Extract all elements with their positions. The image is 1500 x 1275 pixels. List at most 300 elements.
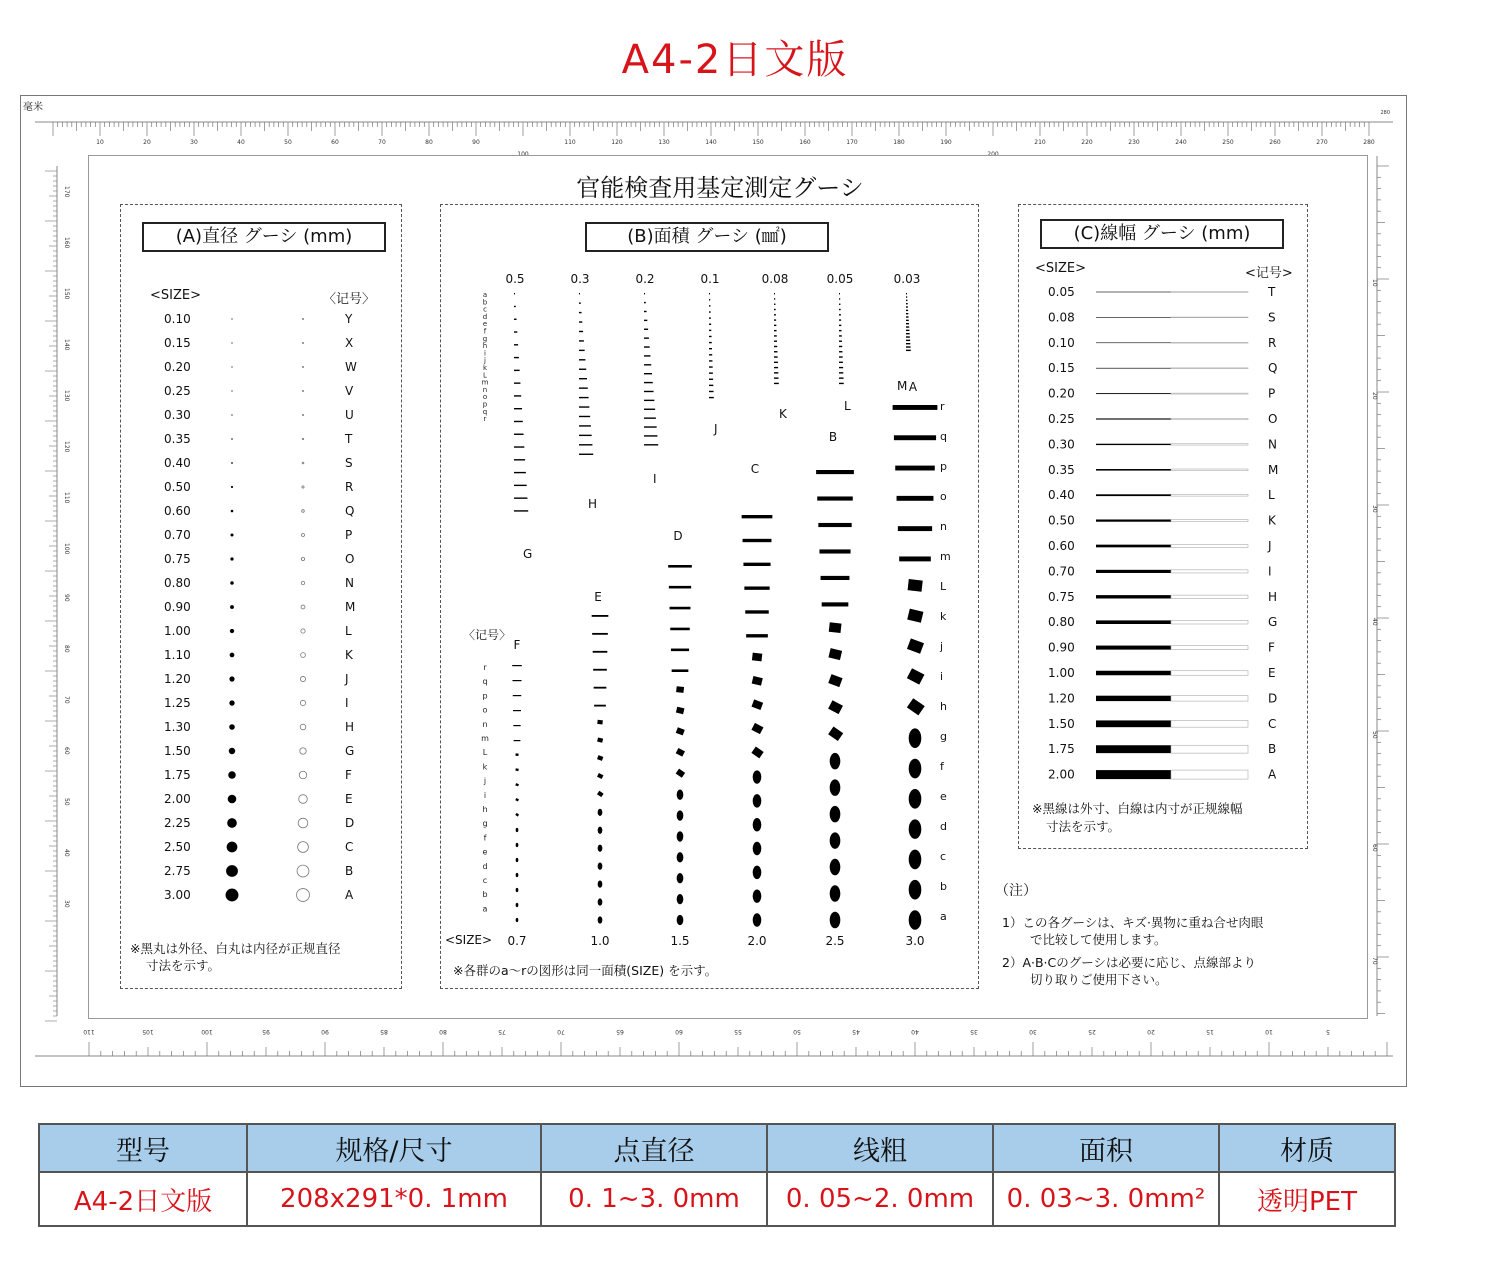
section-a-size-label: 2.25	[164, 816, 191, 830]
section-c-size-label: 2.00	[1048, 767, 1075, 782]
section-b-row-letter-f: j	[483, 776, 487, 786]
section-a-white-dot	[302, 510, 305, 513]
section-b-top-mark	[839, 325, 841, 326]
section-c-black-line	[1096, 444, 1171, 445]
section-c-code-label: B	[1268, 742, 1277, 757]
section-b-top-mark	[709, 366, 713, 367]
section-b-top-mark	[644, 435, 657, 436]
ruler-left-number: 130	[63, 390, 70, 402]
section-b-area-mark	[597, 791, 604, 797]
section-b-row-letter-f: b	[482, 890, 488, 900]
section-b-row-letter-f: q	[482, 677, 488, 687]
section-b-top-mark	[644, 337, 649, 338]
section-b-row-letter-side: d	[940, 820, 947, 833]
section-c-size-label: 0.75	[1048, 589, 1075, 604]
section-a-dot-chart	[140, 305, 390, 905]
section-a-code-label: W	[345, 360, 357, 374]
section-c-code-label: I	[1268, 564, 1272, 579]
section-a-code-label: K	[345, 648, 353, 662]
section-c-code-label: E	[1268, 666, 1276, 680]
section-b-area-mark	[677, 810, 684, 820]
section-b-top-mark	[839, 351, 842, 352]
section-b-area-mark	[893, 405, 938, 410]
section-a-code-label: C	[345, 840, 354, 854]
section-b-top-mark	[839, 298, 840, 299]
section-b-area-mark	[515, 798, 519, 802]
section-b-top-mark	[839, 304, 840, 305]
section-c-white-line	[1171, 444, 1248, 445]
ruler-top-number: 250	[1222, 139, 1234, 146]
section-b-row-letter-top: L	[483, 371, 487, 380]
section-b-bottom-size: 2.0	[747, 934, 767, 948]
section-a-code-label: L	[345, 624, 352, 638]
section-c-code-label: K	[1268, 513, 1276, 528]
section-b-area-mark	[676, 686, 684, 693]
section-b-top-mark	[514, 331, 517, 332]
section-b-row-letter-top: m	[481, 378, 489, 387]
section-b-group-label: H	[588, 497, 598, 511]
section-b-top-mark	[906, 316, 909, 317]
ruler-top-end-number: 280	[1380, 110, 1390, 116]
section-b-top-size: 0.5	[505, 272, 525, 286]
section-a-code-label: M	[345, 600, 356, 614]
ruler-left-number: 40	[63, 849, 70, 857]
section-c-white-line	[1171, 292, 1248, 293]
ruler-left-number: 100	[63, 543, 70, 555]
section-a-code-label: Q	[345, 504, 355, 518]
section-b-top-mark	[774, 314, 776, 315]
section-b-top-mark	[774, 346, 777, 347]
section-a-white-dot	[302, 318, 303, 319]
section-a-code-label: V	[345, 384, 354, 398]
ruler-left-number: 80	[63, 645, 70, 653]
section-b-top-mark	[644, 444, 658, 445]
section-a-size-header: <SIZE>	[150, 288, 201, 303]
ruler-top-number: 200	[987, 151, 999, 158]
section-b-row-letter-side: i	[940, 670, 944, 683]
section-b-top-mark	[709, 330, 711, 331]
ruler-top-number: 190	[940, 139, 952, 146]
section-c-size-label: 0.90	[1048, 640, 1075, 655]
section-b-top-mark	[709, 391, 714, 392]
ruler-top-number: 270	[1316, 139, 1328, 146]
section-c-white-line	[1171, 745, 1248, 753]
section-b-top-mark	[709, 305, 710, 306]
ruler-bottom	[35, 1024, 1393, 1072]
section-b-area-mark	[744, 586, 769, 589]
section-b-area-mark	[677, 852, 684, 862]
ruler-bottom-number: 15	[1206, 1028, 1214, 1035]
section-b-row-letter-top: b	[482, 298, 488, 307]
section-c-black-line	[1096, 745, 1171, 753]
section-c-code-label: Q	[1268, 361, 1278, 376]
ruler-bottom-number: 25	[1088, 1028, 1096, 1035]
section-b-top-mark	[906, 313, 908, 314]
section-b-top-mark	[774, 319, 776, 320]
section-b-top-mark	[839, 341, 842, 342]
section-b-area-mark	[512, 680, 521, 681]
section-b-top-mark	[644, 364, 651, 365]
section-b-top-mark	[514, 446, 524, 447]
section-c-black-line	[1096, 494, 1171, 496]
ruler-bottom-number: 30	[1029, 1028, 1037, 1035]
section-c-black-line	[1096, 317, 1171, 318]
ruler-top-number: 50	[284, 139, 292, 146]
section-b-top-mark	[709, 342, 712, 343]
section-b-top-mark	[774, 367, 778, 368]
section-c-size-label: 0.50	[1048, 513, 1075, 528]
section-c-white-line	[1171, 343, 1248, 344]
section-b-row-letter-top: a	[482, 291, 488, 299]
section-a-code-label: S	[345, 456, 353, 470]
ruler-top-number: 220	[1081, 139, 1093, 146]
section-c-code-label: O	[1268, 412, 1278, 426]
section-b-top-mark	[906, 300, 907, 301]
section-a-code-label: Y	[345, 312, 353, 326]
ruler-top-number: 110	[564, 139, 576, 146]
section-b-top-mark	[839, 362, 843, 363]
section-c-size-label: 0.70	[1048, 564, 1075, 579]
section-a-black-dot	[231, 438, 233, 440]
section-b-area-mark	[516, 918, 519, 922]
section-c-size-label: 1.00	[1048, 666, 1075, 680]
ruler-left-number: 140	[63, 339, 70, 351]
ruler-top-number: 20	[143, 139, 151, 146]
section-b-top-mark	[774, 309, 776, 310]
section-a-code-label: H	[345, 720, 355, 734]
section-b-group-label: L	[844, 399, 851, 413]
section-b-row-letter-f: L	[482, 748, 488, 758]
section-b-bottom-size: 1.0	[590, 934, 610, 948]
section-a-white-dot	[301, 629, 305, 633]
section-b-top-mark	[514, 472, 526, 473]
section-b-area-mark	[829, 622, 842, 633]
section-b-row-letter-top: q	[482, 407, 488, 416]
section-b-top-mark	[709, 293, 710, 294]
section-b-area-mark	[670, 628, 690, 631]
section-b-area-mark	[909, 910, 922, 930]
section-a-white-dot	[300, 700, 305, 705]
section-c-black-line	[1096, 343, 1171, 344]
ruler-left-number: 110	[63, 492, 70, 504]
section-b-top-mark	[906, 306, 908, 307]
section-a-size-label: 0.10	[164, 312, 191, 326]
section-b-top-mark	[839, 367, 843, 368]
value-material: 透明PET	[1219, 1172, 1395, 1226]
section-b-top-mark	[906, 320, 909, 321]
section-a-white-dot	[301, 533, 304, 536]
section-b-top-size: 0.2	[635, 272, 655, 286]
section-b-bottom-size: 2.5	[825, 934, 845, 948]
section-c-white-line	[1171, 519, 1248, 521]
section-b-group-label: I	[653, 472, 657, 486]
section-b-note: ※各群のa～rの図形は同一面積(SIZE) を示す。	[453, 963, 718, 978]
section-a-black-dot	[229, 748, 235, 754]
section-b-top-mark	[709, 348, 712, 349]
section-a-black-dot	[231, 462, 233, 464]
section-a-white-dot	[301, 605, 305, 609]
ruler-top-number: 260	[1269, 139, 1281, 146]
section-c-white-line	[1171, 545, 1248, 548]
section-b-area-mark	[751, 699, 763, 710]
notes-item-2a: 2）A·B·Cのグーシは必要に応じ、点線部より	[1002, 955, 1257, 970]
section-b-top-mark	[906, 346, 911, 347]
section-b-area-mark	[828, 700, 843, 714]
section-a-white-dot	[302, 486, 304, 488]
ruler-left-number: 60	[63, 747, 70, 755]
section-b-area-mark	[817, 496, 853, 500]
value-area: 0. 03~3. 0mm²	[993, 1172, 1219, 1226]
section-c-black-line	[1096, 418, 1171, 419]
section-b-row-letter-f: c	[482, 876, 488, 885]
section-b-area-mark	[895, 466, 935, 471]
ruler-bottom-number: 60	[675, 1028, 683, 1035]
section-b-row-letter-f: e	[482, 847, 488, 857]
ruler-top-number: 160	[799, 139, 811, 146]
section-b-area-mark	[515, 783, 519, 786]
section-c-black-line	[1096, 393, 1171, 394]
section-b-area-mark	[677, 831, 684, 841]
section-c-code-label: N	[1268, 437, 1277, 452]
section-c-white-line	[1171, 671, 1248, 676]
section-c-size-label: 0.35	[1048, 462, 1075, 477]
section-a-black-dot	[227, 818, 237, 828]
section-c-code-label: A	[1268, 767, 1277, 782]
section-b-row-letter-side: b	[940, 880, 947, 893]
section-b-area-mark	[597, 755, 603, 761]
section-c-black-line	[1096, 770, 1171, 779]
section-b-area-mark	[752, 653, 762, 662]
value-line-width: 0. 05~2. 0mm	[767, 1172, 993, 1226]
section-b-area-mark	[830, 912, 841, 929]
section-b-row-letter-f: p	[482, 691, 488, 701]
section-a-white-dot	[302, 342, 303, 343]
section-a-black-dot	[229, 676, 234, 681]
ruler-right-number: 20	[1371, 392, 1378, 400]
spec-table	[38, 1123, 1396, 1227]
section-b-area-mark	[677, 790, 684, 800]
section-c-black-line	[1096, 646, 1171, 650]
section-b-top-mark	[774, 351, 777, 352]
section-b-group-label: B	[828, 430, 838, 444]
section-b-area-mark	[828, 674, 842, 687]
ruler-top-number: 90	[472, 139, 480, 146]
section-b-area-mark	[597, 720, 603, 725]
section-c-black-line	[1096, 570, 1171, 573]
section-a-size-label: 0.60	[164, 504, 191, 518]
section-b-row-letter-top: h	[482, 342, 488, 351]
section-c-black-line	[1096, 595, 1171, 598]
section-b-area-mark	[828, 726, 843, 740]
section-b-row-letter-side: o	[940, 490, 947, 503]
ruler-top-number: 280	[1363, 139, 1375, 146]
notes-item-1a: 1）この各グーシは、キズ·異物に重ね合せ肉眼	[1002, 915, 1264, 930]
section-c-white-line	[1171, 570, 1248, 573]
section-a-size-label: 0.70	[164, 528, 191, 542]
section-c-size-label: 0.25	[1048, 412, 1075, 426]
section-a-note-2: 寸法を示す。	[146, 958, 221, 973]
section-a-size-label: 1.30	[164, 720, 191, 734]
ruler-bottom-number: 85	[380, 1028, 388, 1035]
section-b-top-mark	[839, 319, 841, 320]
section-a-size-label: 0.15	[164, 336, 191, 350]
section-b-area-mark	[516, 888, 519, 892]
section-b-top-mark	[644, 400, 654, 401]
section-b-area-mark	[513, 725, 520, 726]
section-a-white-dot	[302, 390, 303, 391]
section-b-area-mark	[677, 873, 684, 883]
section-a-size-label: 0.90	[164, 600, 191, 614]
section-b-area-mark	[745, 610, 768, 613]
section-b-row-letter-f: h	[482, 805, 488, 814]
section-b-area-mark	[516, 873, 519, 877]
ruler-bottom-number: 70	[557, 1028, 565, 1035]
ruler-right-number: 40	[1371, 618, 1378, 626]
section-c-black-line	[1096, 368, 1171, 369]
section-b-row-letter-top: e	[482, 320, 488, 329]
section-a-code-label: O	[345, 552, 355, 566]
ruler-top-number: 80	[425, 139, 433, 146]
section-b-top-mark	[839, 335, 842, 336]
section-b-area-mark	[676, 769, 685, 778]
section-b-group-label: J	[714, 422, 718, 436]
section-a-black-dot	[226, 889, 239, 902]
section-b-top-mark	[839, 330, 842, 331]
ruler-right-number: 50	[1371, 731, 1378, 739]
ruler-top-number: 240	[1175, 139, 1187, 146]
section-b-top-mark	[579, 397, 589, 398]
section-a-code-label: G	[345, 744, 355, 758]
ruler-bottom-number: 55	[734, 1028, 742, 1035]
section-c-size-label: 1.50	[1048, 716, 1075, 731]
section-b-area-mark	[516, 858, 519, 862]
section-b-area-mark	[513, 710, 521, 711]
section-a-size-label: 1.50	[164, 744, 191, 758]
section-b-area-mark	[907, 609, 923, 623]
section-b-top-mark	[709, 379, 713, 380]
section-b-area-mark	[743, 563, 770, 566]
section-c-size-label: 0.15	[1048, 361, 1075, 376]
section-b-row-letter-side: n	[940, 520, 947, 533]
section-c-code-label: S	[1268, 310, 1276, 325]
section-b-top-mark	[906, 293, 907, 294]
header-area: 面积	[993, 1124, 1219, 1172]
section-c-size-header: <SIZE>	[1035, 261, 1086, 276]
section-b-top-mark	[579, 340, 584, 341]
ruler-top-number: 100	[517, 151, 529, 158]
section-b-top-mark	[644, 355, 650, 356]
section-b-area-mark	[753, 866, 762, 879]
section-b-row-letter-f: m	[481, 734, 489, 743]
section-b-area-mark	[909, 728, 922, 748]
section-a-black-dot	[231, 366, 232, 367]
section-b-area-mark	[818, 523, 851, 527]
section-b-area-mark	[598, 863, 603, 870]
section-b-area-mark	[907, 698, 925, 715]
section-b-top-mark	[839, 377, 844, 378]
header-dot-diameter: 点直径	[541, 1124, 767, 1172]
section-c-code-label: H	[1268, 589, 1278, 604]
ruler-bottom-number: 110	[83, 1028, 95, 1035]
section-c-white-line	[1171, 696, 1248, 701]
section-b-group-label: F	[513, 638, 521, 652]
section-a-white-dot	[301, 557, 304, 560]
section-b-top-mark	[514, 395, 521, 396]
ruler-top-number: 60	[331, 139, 339, 146]
section-b-top-mark	[709, 397, 714, 398]
section-b-top-mark	[514, 344, 518, 345]
section-b-group-label: G	[523, 547, 533, 561]
section-b-top-mark	[709, 299, 710, 300]
ruler-bottom-number: 90	[321, 1028, 329, 1035]
section-b-row-letter-side: L	[940, 580, 947, 593]
ruler-corner-label: 毫米	[23, 102, 43, 113]
section-c-code-label: G	[1268, 615, 1278, 630]
section-c-black-line	[1096, 620, 1171, 624]
ruler-top-number: 130	[658, 139, 670, 146]
section-b-area-mark	[672, 669, 689, 672]
section-b-row-letter-side: k	[940, 610, 947, 623]
section-b-top-mark	[709, 360, 712, 361]
section-b-area-mark	[894, 435, 936, 440]
section-b-group-label: A	[908, 380, 918, 394]
ruler-bottom-number: 35	[970, 1028, 978, 1035]
section-b-row-letter-f: g	[482, 819, 488, 829]
section-a-code-header: 〈记号〉	[323, 292, 376, 307]
ruler-bottom-number: 5	[1326, 1028, 1330, 1035]
ruler-top-number: 140	[705, 139, 717, 146]
section-b-row-letter-top: o	[482, 393, 488, 402]
ruler-top-number: 120	[611, 139, 623, 146]
section-a-white-dot	[301, 581, 304, 584]
section-b-row-letter-side: q	[940, 430, 947, 443]
section-b-area-mark	[593, 651, 608, 653]
ruler-top-number: 10	[96, 139, 104, 146]
section-c-code-label: L	[1268, 488, 1275, 503]
section-c-white-line	[1171, 620, 1248, 624]
section-a-black-dot	[230, 581, 233, 584]
section-b-top-mark	[579, 435, 592, 436]
section-b-top-mark	[774, 335, 777, 336]
section-b-top-mark	[839, 372, 843, 373]
section-b-area-mark	[516, 903, 519, 907]
section-b-top-mark	[709, 372, 713, 373]
section-a-white-dot	[302, 366, 303, 367]
section-b-row-letter-side: r	[940, 400, 945, 413]
section-b-top-mark	[644, 409, 655, 410]
section-c-white-line	[1171, 494, 1248, 496]
section-a-black-dot	[229, 724, 235, 730]
section-a-white-dot	[300, 676, 305, 681]
section-b-area-mark	[594, 705, 606, 707]
section-b-area-mark	[592, 615, 609, 617]
section-b-top-mark	[579, 406, 589, 407]
section-a-size-label: 3.00	[164, 888, 191, 902]
section-a-size-label: 2.50	[164, 840, 191, 854]
section-a-black-dot	[230, 533, 233, 536]
section-b-top-mark	[514, 510, 528, 511]
section-a-size-label: 0.40	[164, 456, 191, 470]
ruler-top-number: 40	[237, 139, 245, 146]
section-b-area-mark	[598, 845, 603, 852]
section-b-area-mark	[752, 676, 763, 686]
section-a-black-dot	[231, 510, 234, 513]
ruler-bottom-number: 40	[911, 1028, 919, 1035]
section-a-black-dot	[228, 795, 237, 804]
section-a-white-dot	[302, 438, 304, 440]
section-b-row-letter-top: i	[484, 349, 486, 358]
ruler-top-number: 70	[378, 139, 386, 146]
